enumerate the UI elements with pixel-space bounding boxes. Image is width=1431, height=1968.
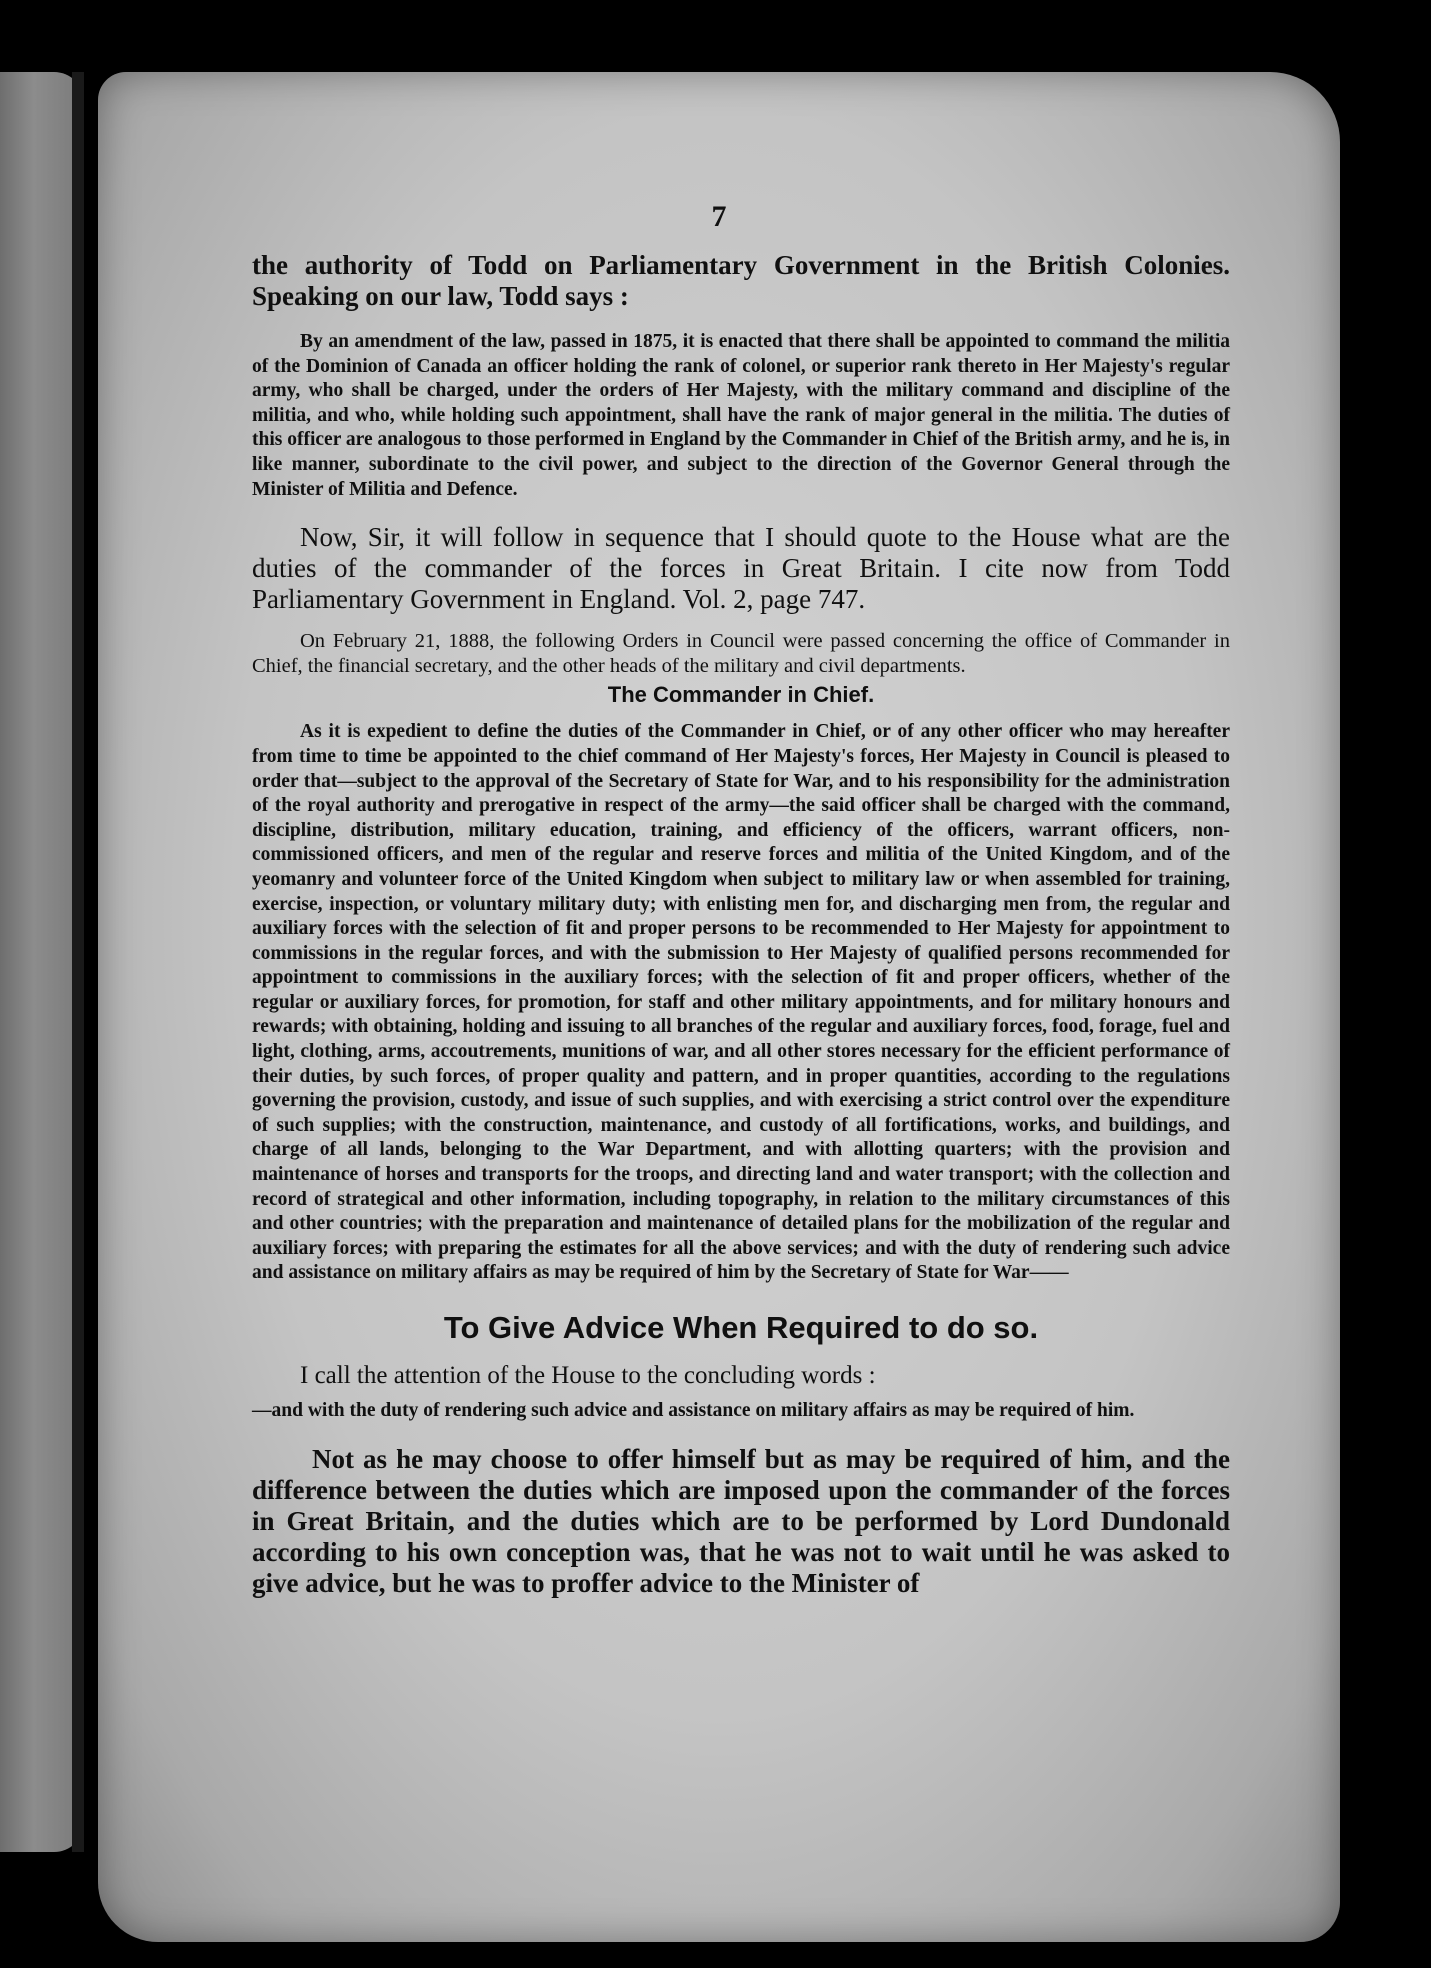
page-gutter <box>72 72 84 1852</box>
intro-paragraph: the authority of Todd on Parliamentary Government in the British Colonies. Speaking on our law, Todd says : <box>252 250 1230 311</box>
quote-concluding-words: —and with the duty of rendering such advice and assistance on military affairs as may be required of him. <box>252 1400 1135 1421</box>
adjacent-page-edge <box>0 72 84 1852</box>
closing-paragraph: Not as he may choose to offer himself but as may be required of him, and the difference between the duties which are imposed upon the commander of the forces in Great Britain, and the duties which are to be performed by Lord Dundonald according to his own conception was, that he was not to wait until he was asked to give advice, but he was to proffer advice to the Minister of <box>252 1443 1230 1598</box>
quote-militia-act: By an amendment of the law, passed in 1875, it is enacted that there shall be appointed to command the militia of the Dominion of Canada an officer holding the rank of colonel, or superior rank thereto in Her Majesty's regular army, who shall be charged, under the orders of Her Majesty, with the military command and discipline of the militia, and who, while holding such appointment, shall have the rank of major general in the militia. The duties of this officer are analogous to those performed in England by the Commander in Chief of the British army, and he is, in like manner, subordinate to the civil power, and subject to the direction of the Governor General through the Minister of Militia and Defence. <box>252 331 1230 500</box>
sequence-paragraph: Now, Sir, it will follow in sequence that I should quote to the House what are the duties of the commander of the forces in Great Britain. I cite now from Todd Parliamentary Government in England. Vol. 2, page 747. <box>252 522 1230 615</box>
orders-paragraph: On February 21, 1888, the following Orders in Council were passed concerning the office of Commander in Chief, the financial secretary, and the other heads of the military and civil departments. <box>252 630 1230 677</box>
page-content <box>252 250 1230 1599</box>
quote-orders-in-council: As it is expedient to define the duties of the Commander in Chief, or of any other officer who may hereafter from time to time be appointed to the chief command of Her Majesty's forces, Her Majesty in Council is pleased to order that—subject to the approval of the Secretary of State for War, and to his responsibility for the administration of the royal authority and prerogative in respect of the army—the said officer shall be charged with the command, discipline, distribution, military education, training, and efficiency of the officers, warrant officers, non-commissioned officers, and men of the regular and reserve forces and militia of the United Kingdom, and of the yeomanry and volunteer force of the United Kingdom when subject to military law or when assembled for training, exercise, inspection, or voluntary military duty; with enlisting men for, and discharging men from, the regular and auxiliary forces with the selection of fit and proper persons to be recommended to Her Majesty for appointment to commissions in the regular forces, and with the submission to Her Majesty of qualified persons recommended for appointment to commissions in the auxiliary forces; with the selection of fit and proper officers, whether of the regular or auxiliary forces, for promotion, for staff and other military appointments, and for military honours and rewards; with obtaining, holding and issuing to all branches of the regular and auxiliary forces, food, forage, fuel and light, clothing, arms, accoutrements, munitions of war, and all other stores necessary for the efficient performance of their duties, by such forces, of proper quality and pattern, and in proper quantities, according to the regulations governing the provision, custody, and issue of such supplies, and with exercising a strict control over the expenditure of such supplies; with the construction, maintenance, and custody of all fortifications, works, and buildings, and charge of all lands, belonging to the War Department, and with allotting quarters; with the provision and maintenance of horses and transports for the troops, and directing land and water transport; with the collection and record of strategical and other information, including topography, in relation to the military circumstances of this and other countries; with the preparation and maintenance of detailed plans for the mobilization of the regular and auxiliary forces; with preparing the estimates for all the above services; and with the duty of rendering such advice and assistance on military affairs as may be required of him by the Secretary of State for War—— <box>252 721 1230 1284</box>
attention-paragraph: I call the attention of the House to the concluding words : <box>300 1362 876 1389</box>
heading-commander-in-chief: The Commander in Chief. <box>607 682 875 708</box>
heading-give-advice: To Give Advice When Required to do so. <box>443 1310 1039 1345</box>
page-number: 7 <box>711 200 727 233</box>
